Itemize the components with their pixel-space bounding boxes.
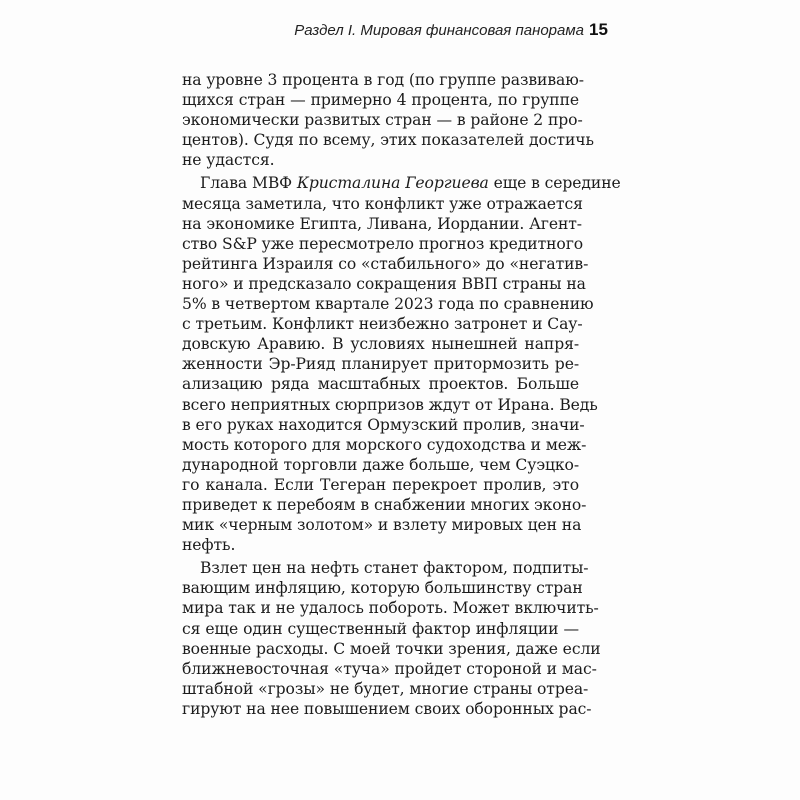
text-line: довскую Аравию. В условиях нынешней напря- <box>182 335 579 354</box>
person-name-italic: Кристалина Георгиева <box>296 174 489 193</box>
text-line-first: Взлет цен на нефть станет фактором, подпиты- <box>200 559 589 578</box>
text-line: в его руках находится Ормузский пролив, значи- <box>182 415 585 434</box>
text-line: с третьим. Конфликт неизбежно затронет и Сау- <box>182 315 583 334</box>
text-line: приведет к перебоям в снабжении многих эконо- <box>182 495 587 514</box>
text-line: рейтинга Израиля со «стабильного» до «негатив- <box>182 254 589 273</box>
text-run: Глава МВФ <box>200 174 297 193</box>
text-line: женности Эр-Рияд планирует притормозить ре- <box>182 355 579 374</box>
text-line: дународной торговли даже больше, чем Суэцко- <box>182 455 579 474</box>
text-line: мик «черным золотом» и взлету мировых цен на <box>182 516 582 535</box>
text-line: штабной «грозы» не будет, многие страны отреа- <box>182 679 589 698</box>
text-line: гируют на нее повышением своих оборонных рас- <box>182 699 592 718</box>
text-line: ство S&P уже пересмотрело прогноз кредитного <box>182 234 584 253</box>
text-line: 5% в четвертом квартале 2023 года по сравнению <box>182 295 594 314</box>
text-line: щихся стран — примерно 4 процента, по группе <box>182 91 579 110</box>
text-line: не удастся. <box>182 151 275 170</box>
text-line: на уровне 3 процента в год (по группе развиваю- <box>182 71 584 89</box>
paragraph-3 <box>182 558 601 719</box>
text-line: военные расходы. С моей точки зрения, даже если <box>182 639 601 658</box>
text-line: вающим инфляцию, которую большинству стран <box>182 579 583 598</box>
text-line: ализацию ряда масштабных проектов. Больше <box>182 375 579 394</box>
text-line: месяца заметила, что конфликт уже отражается <box>182 194 583 213</box>
paragraph-1 <box>182 70 594 170</box>
text-line: ся еще один существенный фактор инфляции — <box>182 619 579 638</box>
text-line: экономически развитых стран — в районе 2 про- <box>182 111 583 130</box>
text-line: центов). Судя по всему, этих показателей достичь <box>182 131 594 150</box>
paragraph-2 <box>182 173 621 555</box>
text-line: мость которого для морского судоходства и меж- <box>182 435 587 454</box>
text-run: еще в середине <box>488 174 621 193</box>
text-line: го канала. Если Тегеран перекроет пролив, это <box>182 475 579 494</box>
text-line: мира так и не удалось побороть. Может включить- <box>182 599 599 618</box>
text-line-first <box>182 173 621 193</box>
body-text <box>182 70 621 719</box>
running-head-title: Раздел I. Мировая финансовая панорама <box>294 22 584 39</box>
text-line: ближневосточная «туча» пройдет стороной и мас- <box>182 659 597 678</box>
page-number: 15 <box>589 20 608 39</box>
text-line: нефть. <box>182 536 236 555</box>
text-line: на экономике Египта, Ливана, Иордании. Агент- <box>182 214 582 233</box>
text-line: ного» и предсказало сокращения ВВП страны на <box>182 274 586 293</box>
text-line: всего неприятных сюрпризов ждут от Ирана. Ведь <box>182 395 598 414</box>
